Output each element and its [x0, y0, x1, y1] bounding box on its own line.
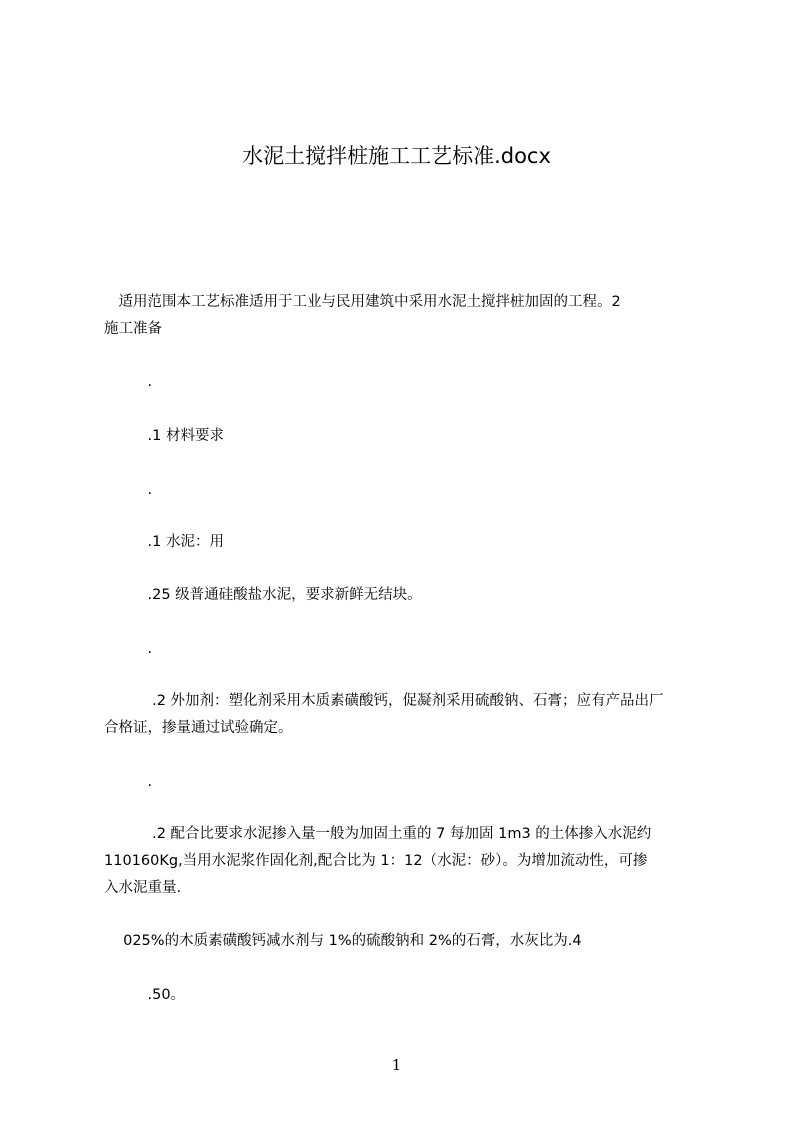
paragraph-dot: [104, 477, 696, 504]
paragraph-line: .50。: [104, 987, 186, 1003]
paragraph-dot: [104, 636, 696, 663]
paragraph-line: 入水泥重量.: [104, 880, 182, 896]
paragraph-line: .25 级普通硅酸盐水泥，要求新鲜无结块。: [104, 587, 422, 603]
paragraph-line: 110160Kg,当用水泥浆作固化剂,配合比为 1：12（水泥：砂）。为增加流动性，可掺: [104, 853, 648, 869]
paragraph-dot: [104, 769, 696, 796]
paragraph-line: .1 水泥：用: [104, 534, 224, 550]
paragraph-line: .: [104, 374, 153, 390]
paragraph-water-cement-ratio: [104, 982, 696, 1009]
paragraph-line: 适用范围本工艺标准适用于工业与民用建筑中采用水泥土搅拌桩加固的工程。2: [104, 294, 621, 310]
paragraph-scope: [104, 289, 696, 343]
paragraph-line: .1 材料要求: [104, 428, 224, 444]
paragraph-line: .: [104, 641, 153, 657]
paragraph-dot: [104, 369, 696, 396]
paragraph-material-requirements: [104, 423, 696, 450]
paragraph-line: .2 配合比要求水泥掺入量一般为加固土重的 7 每加固 1m3 的土体掺入水泥约: [104, 826, 652, 842]
paragraph-line: .2 外加剂：塑化剂采用木质素磺酸钙，促凝剂采用硫酸钠、石膏；应有产品出厂: [104, 693, 664, 709]
paragraph-admixture: [104, 688, 696, 742]
paragraph-line: .: [104, 774, 153, 790]
paragraph-line: 合格证，掺量通过试验确定。: [104, 720, 293, 736]
paragraph-cement-grade: [104, 582, 696, 609]
document-title: 水泥土搅拌桩施工工艺标准.docx: [242, 144, 551, 168]
paragraph-line: .: [104, 482, 153, 498]
paragraph-line: 施工准备: [104, 321, 162, 337]
paragraph-water-reducer: [104, 928, 696, 955]
page-number: 1: [391, 1056, 402, 1074]
paragraph-mix-ratio: [104, 821, 696, 902]
paragraph-line: 025%的木质素磺酸钙减水剂与 1%的硫酸钠和 2%的石膏，水灰比为.4: [104, 933, 582, 949]
paragraph-cement: [104, 529, 696, 556]
